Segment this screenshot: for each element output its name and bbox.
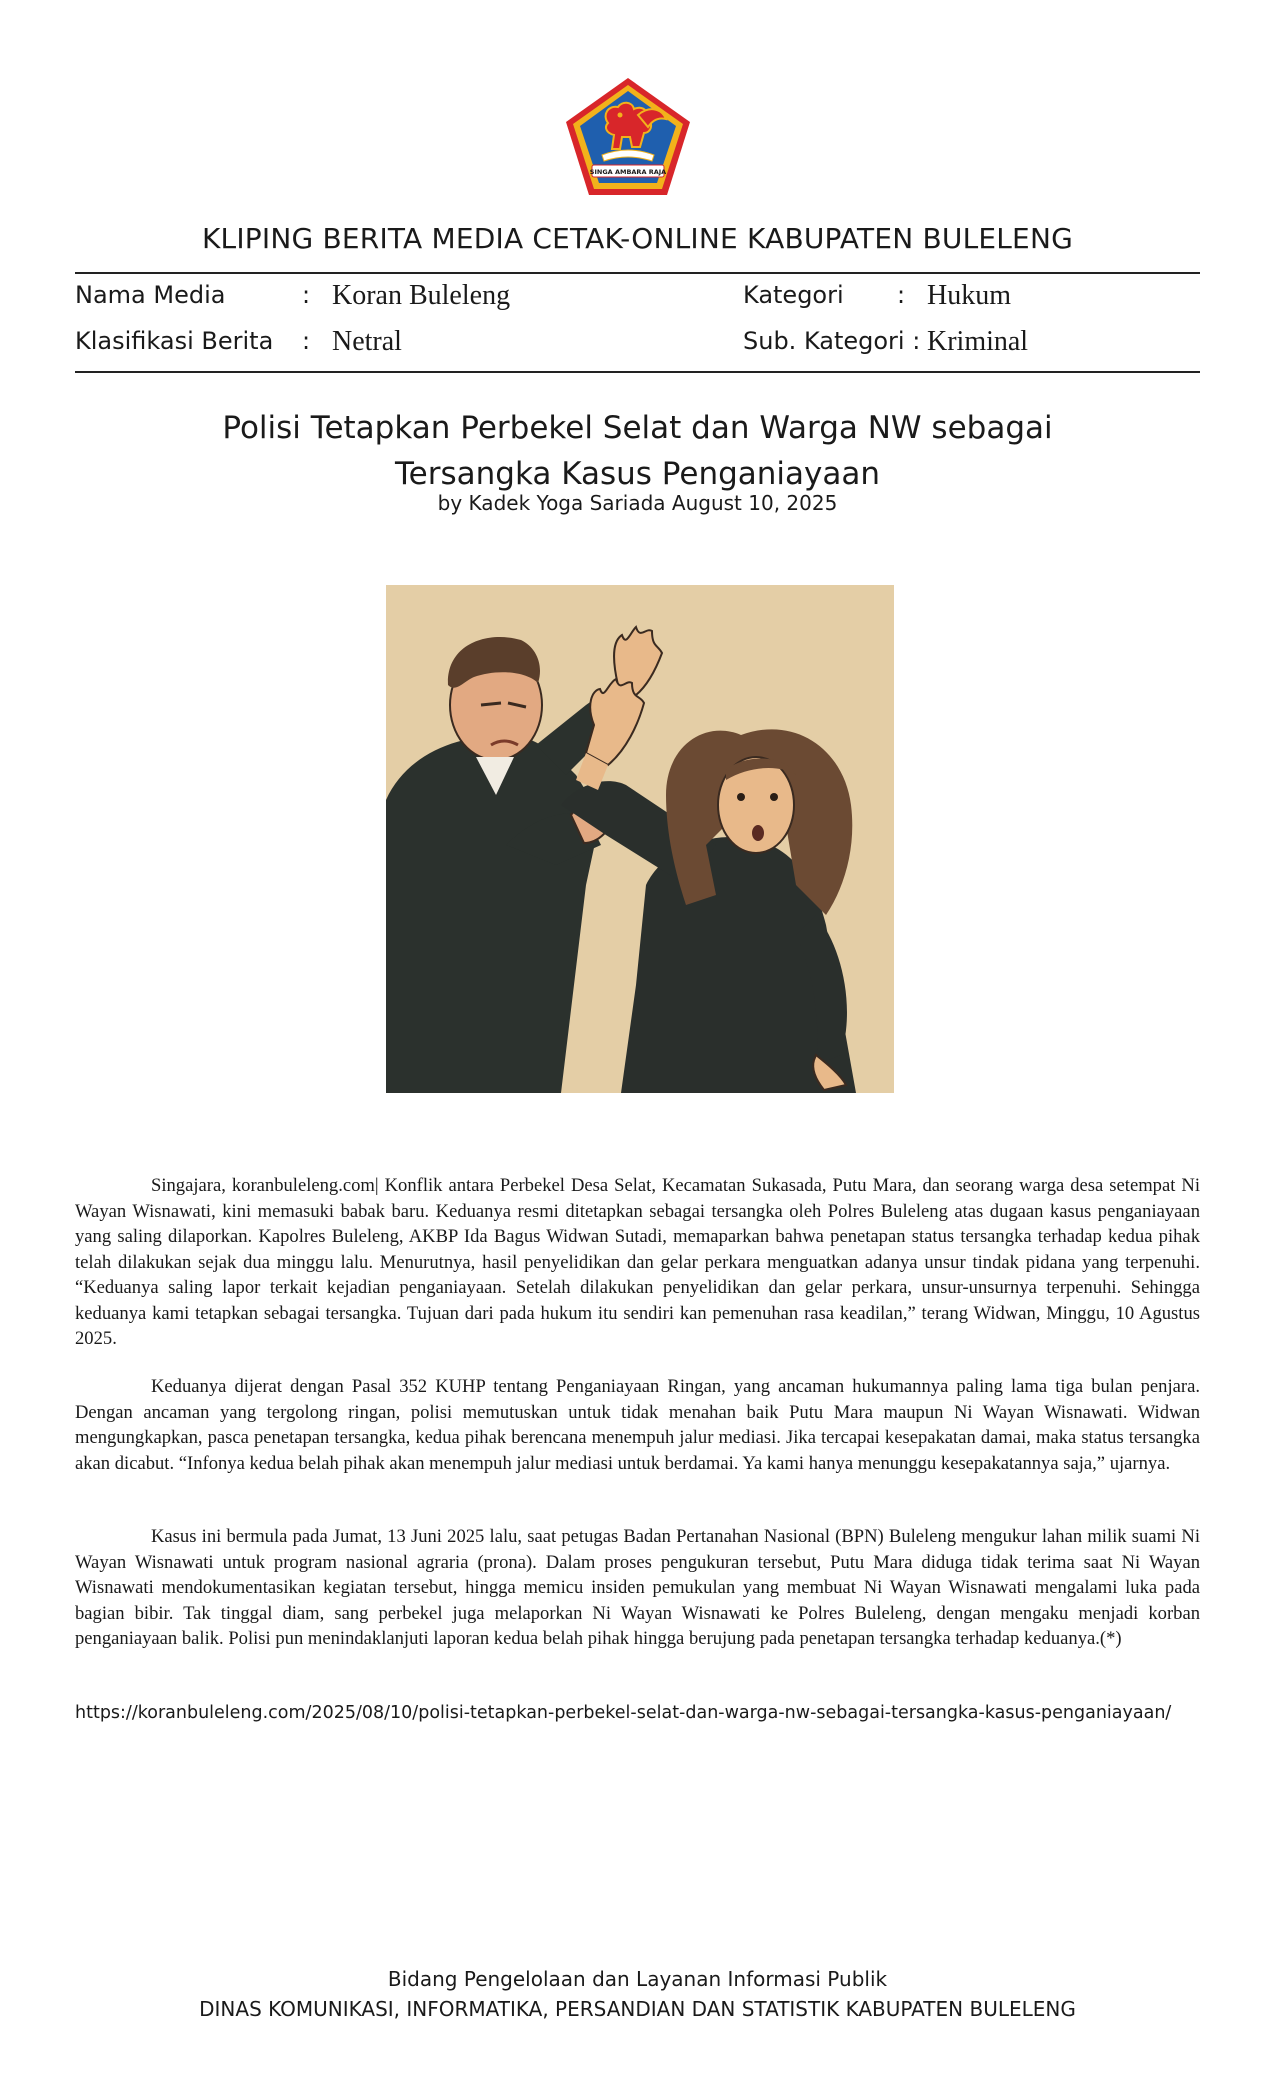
article-paragraph-1 <box>75 1173 1200 1352</box>
source-url-link[interactable]: https://koranbuleleng.com/2025/08/10/polisi-tetapkan-perbekel-selat-dan-warga-nw-sebagai-tersangka-kasus-penganiayaan/ <box>75 1703 1172 1723</box>
article-paragraph-2 <box>75 1374 1200 1476</box>
article-headline <box>0 405 1275 497</box>
header-divider-bottom <box>75 371 1200 373</box>
kategori-label: Kategori <box>743 281 844 309</box>
headline-line-2: Tersangka Kasus Penganiayaan <box>394 456 881 492</box>
nama-media-colon: : <box>302 281 311 309</box>
article-paragraph-3 <box>75 1524 1200 1652</box>
klasifikasi-value: Netral <box>332 326 402 357</box>
kategori-value: Hukum <box>927 280 1011 311</box>
kategori-colon: : <box>897 281 906 309</box>
paragraph-3-text: Kasus ini bermula pada Jumat, 13 Juni 2025 lalu, saat petugas Badan Pertanahan Nasional (BPN) Buleleng mengukur lahan milik suami Ni Wayan Wisnawati untuk program nasional agraria (prona). Dalam proses pengukuran tersebut, Putu Mara diduga tidak terima saat Ni Wayan Wisnawati mendokumentasikan kegiatan tersebut, hingga memicu insiden pemukulan yang membuat Ni Wayan Wisnawati mengalami luka pada bagian bibir. Tak tinggal diam, sang perbekel juga melaporkan Ni Wayan Wisnawati ke Polres Buleleng, dengan mengaku menjadi korban penganiayaan balik. Polisi pun menindaklanjuti laporan kedua belah pihak hingga berujung pada penetapan tersangka terhadap keduanya.(*) <box>75 1526 1200 1649</box>
nama-media-value: Koran Buleleng <box>332 280 511 311</box>
logo-motto: SINGA AMBARA RAJA <box>589 168 667 176</box>
header-divider-top <box>75 272 1200 274</box>
nama-media-label: Nama Media <box>75 281 226 309</box>
paragraph-2-text: Keduanya dijerat dengan Pasal 352 KUHP tentang Penganiayaan Ringan, yang ancaman hukumannya paling lama tiga bulan penjara. Dengan ancaman yang tergolong ringan, polisi memutuskan untuk tidak menahan baik Putu Mara maupun Ni Wayan Wisnawati. Widwan mengungkapkan, pasca penetapan tersangka, kedua pihak berencana menempuh jalur mediasi. Jika tercapai kesepakatan damai, maka status tersangka akan dicabut. “Infonya kedua belah pihak akan menempuh jalur mediasi untuk berdamai. Ya kami hanya menunggu kesepakatannya saja,” ujarnya. <box>75 1376 1200 1474</box>
footer-department: Bidang Pengelolaan dan Layanan Informasi Publik <box>387 1967 888 1991</box>
headline-line-1: Polisi Tetapkan Perbekel Selat dan Warga NW sebagai <box>222 410 1053 446</box>
article-byline: by Kadek Yoga Sariada August 10, 2025 <box>437 491 838 515</box>
article-illustration <box>386 585 894 1093</box>
footer-agency: DINAS KOMUNIKASI, INFORMATIKA, PERSANDIAN DAN STATISTIK KABUPATEN BULELENG <box>199 1997 1076 2021</box>
kliping-title: KLIPING BERITA MEDIA CETAK-ONLINE KABUPATEN BULELENG <box>201 222 1073 255</box>
sub-kategori-label: Sub. Kategori : <box>743 327 921 355</box>
paragraph-1-text: Singajara, koranbuleleng.com| Konflik antara Perbekel Desa Selat, Kecamatan Sukasada, Putu Mara, dan seorang warga desa setempat Ni Wayan Wisnawati, kini memasuki babak baru. Keduanya resmi ditetapkan sebagai tersangka oleh Polres Buleleng atas dugaan kasus penganiayaan yang saling dilaporkan. Kapolres Buleleng, AKBP Ida Bagus Widwan Sutadi, memaparkan bahwa penetapan status tersangka terhadap kedua pihak telah dilakukan sejak dua minggu lalu. Menurutnya, hasil penyelidikan dan gelar perkara menguatkan adanya unsur tindak pidana yang terpenuhi. “Keduanya saling lapor terkait kejadian penganiayaan. Setelah dilakukan penyelidikan dan gelar perkara, unsur-unsurnya terpenuhi. Sehingga keduanya kami tetapkan sebagai tersangka. Tujuan dari pada hukum itu sendiri kan pemenuhan rasa keadilan,” terang Widwan, Minggu, 10 Agustus 2025. <box>75 1175 1200 1349</box>
sub-kategori-value: Kriminal <box>927 326 1029 357</box>
kabupaten-buleleng-logo <box>562 75 694 198</box>
klasifikasi-colon: : <box>302 327 311 355</box>
klasifikasi-label: Klasifikasi Berita <box>75 327 274 355</box>
